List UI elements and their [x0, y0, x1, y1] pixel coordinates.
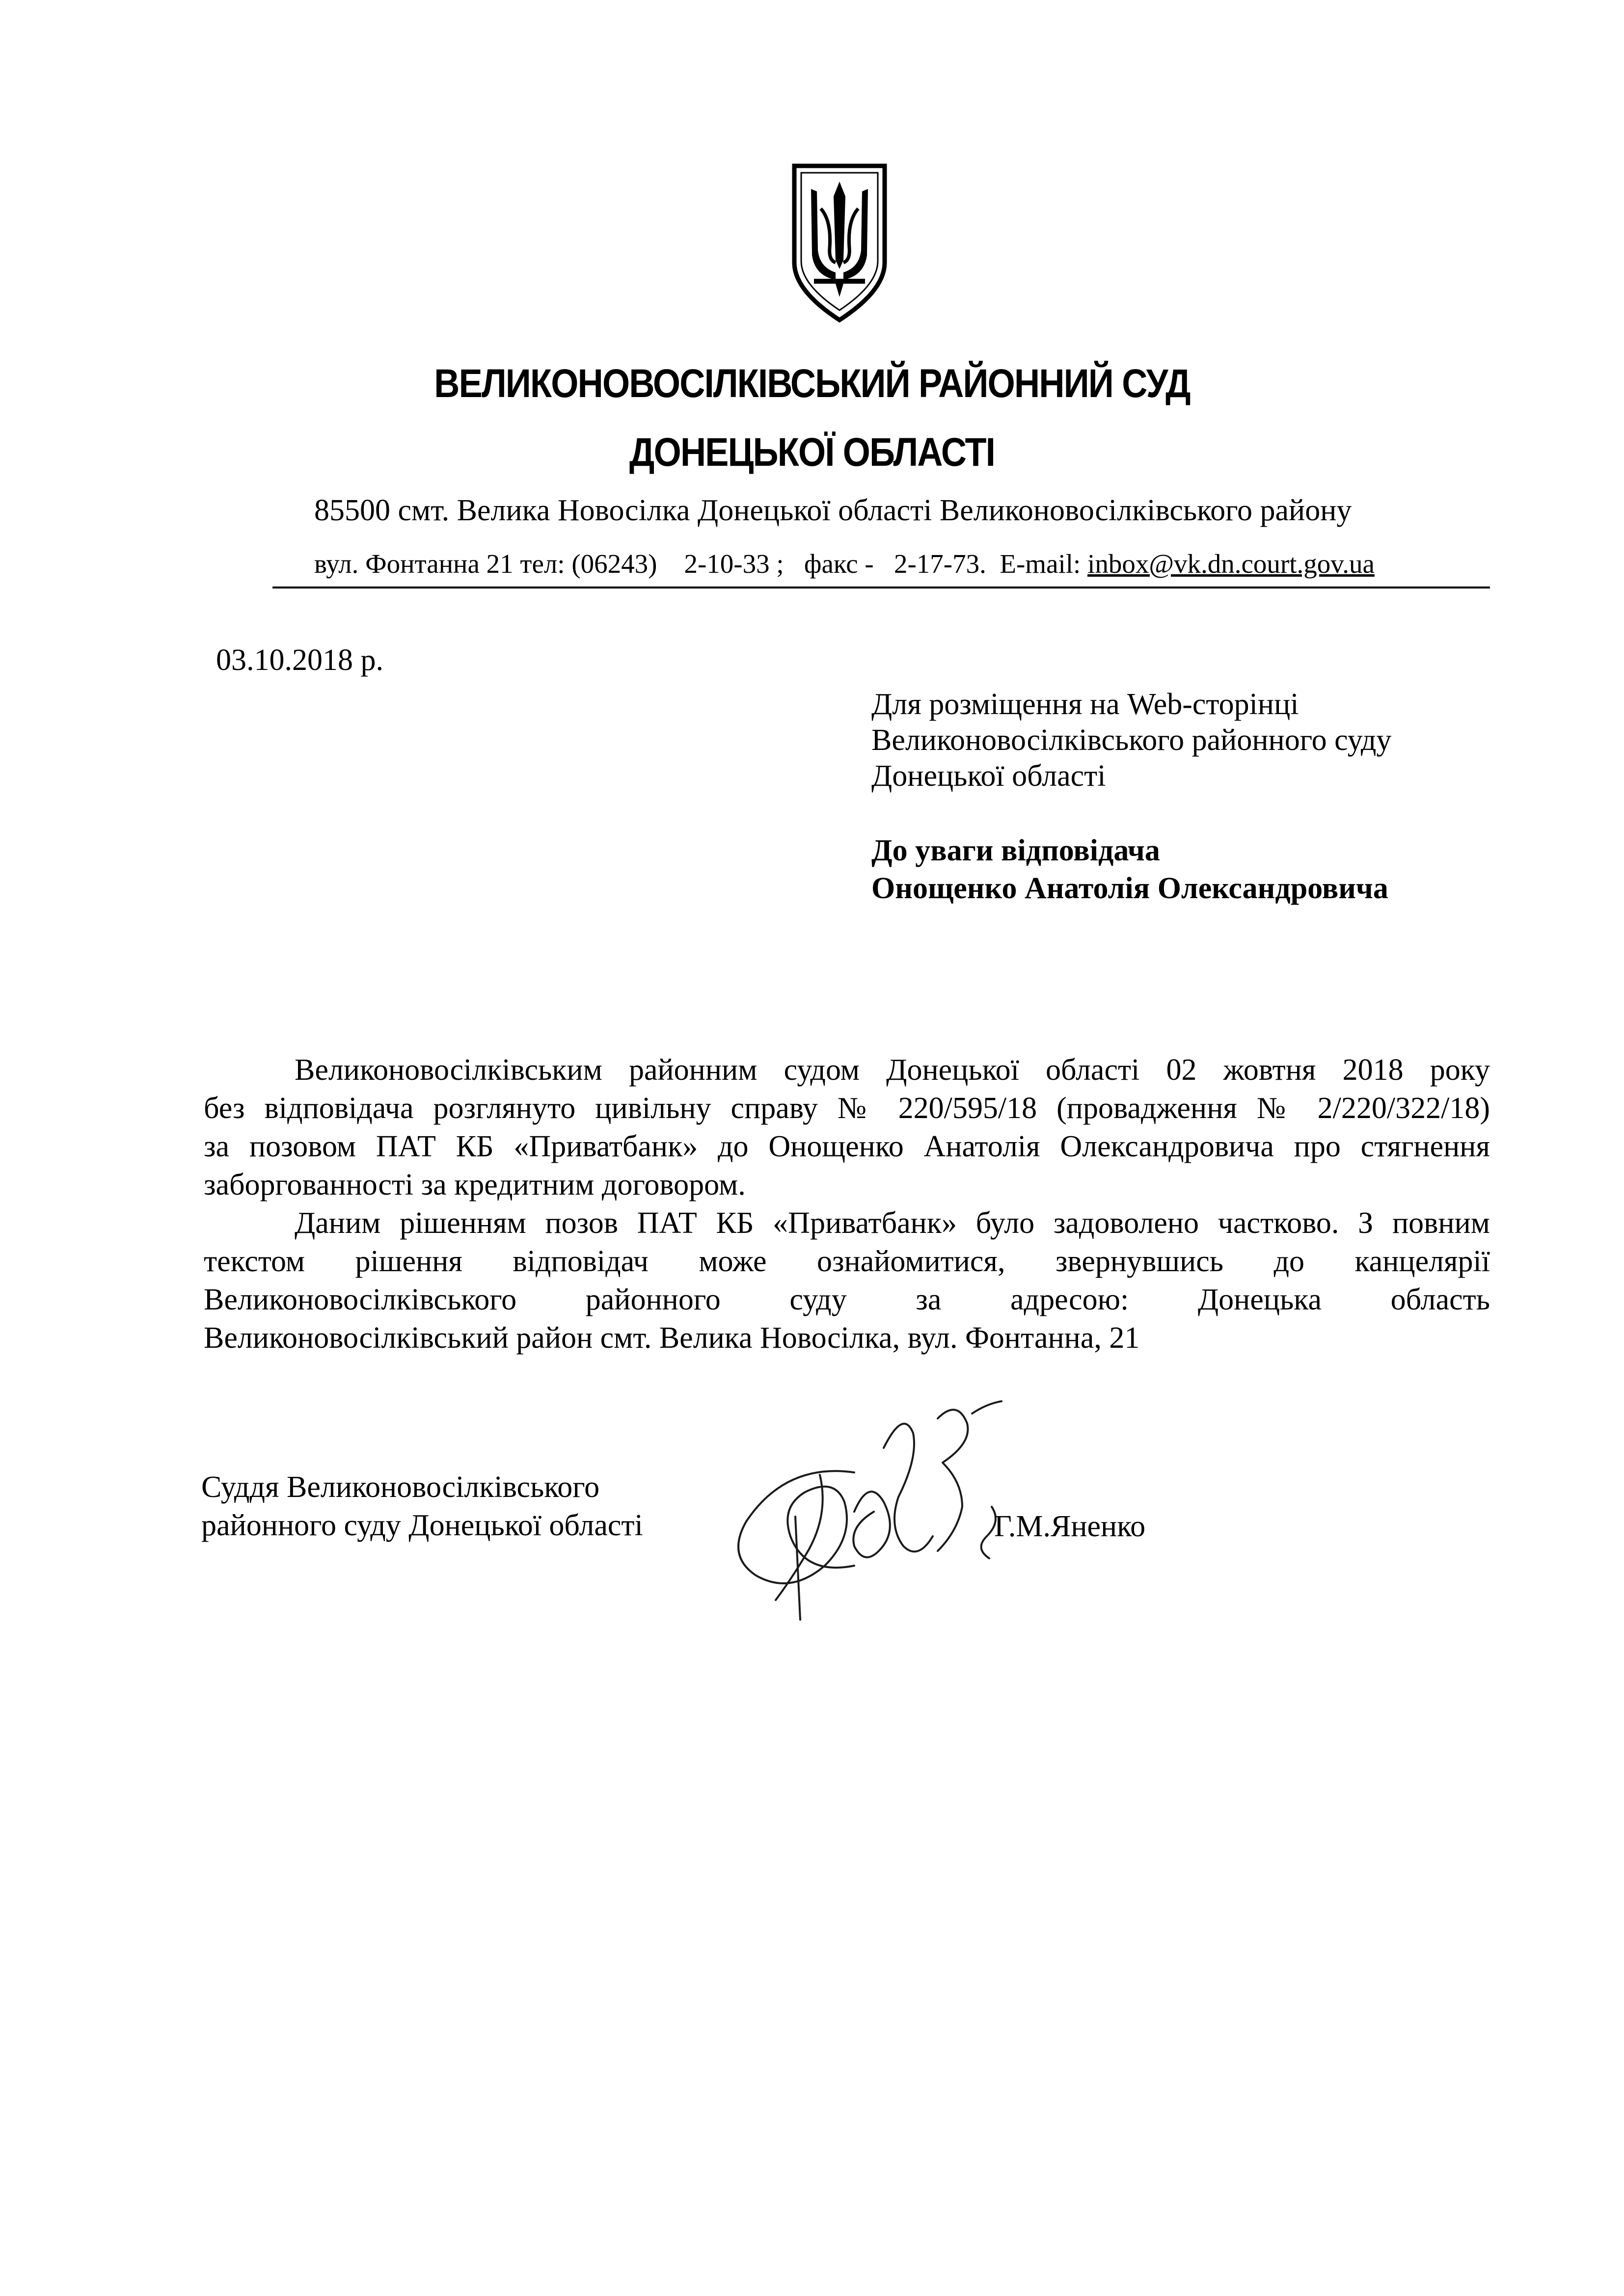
judge-name: Г.М.Яненко: [994, 1510, 1146, 1543]
judge-title-line1: Суддя Великоновосілківського: [201, 1470, 600, 1504]
court-name-line2: ДОНЕЦЬКОЇ ОБЛАСТІ: [629, 430, 995, 475]
paragraph1-line2: без відповідача розглянуто цивільну справу № 220/595/18 (провадження № 2/220/322/18): [204, 1092, 1490, 1125]
judge-title-line2: районного суду Донецької області: [201, 1509, 643, 1542]
paragraph2-line4: Великоновосілківський район смт. Велика Новосілка, вул. Фонтанна, 21: [204, 1321, 1140, 1355]
recipient-line1: Для розміщення на Web-сторінці: [871, 688, 1299, 721]
court-contacts: [314, 548, 1375, 579]
attention-line1: До уваги відповідача: [871, 834, 1160, 867]
court-address: 85500 смт. Велика Новосілка Донецької області Великоновосілківського району: [314, 494, 1352, 527]
handwritten-signature: [707, 1389, 1051, 1625]
court-name-line1: ВЕЛИКОНОВОСІЛКІВСЬКИЙ РАЙОННИЙ СУД: [434, 361, 1190, 406]
court-email-link[interactable]: inbox@vk.dn.court.gov.ua: [1087, 549, 1375, 579]
document-date: 03.10.2018 р.: [216, 643, 383, 677]
paragraph1-line3: за позовом ПАТ КБ «Приватбанк» до Онощенко Анатолія Олександровича про стягнення: [204, 1130, 1490, 1163]
recipient-line2: Великоновосілківського районного суду: [871, 723, 1392, 757]
paragraph2-line2: текстом рішення відповідач може ознайомитися, звернувшись до канцелярії: [204, 1245, 1490, 1278]
paragraph2-line3: Великоновосілківського районного суду за адресою: Донецька область: [204, 1283, 1490, 1316]
paragraph1-line4: заборгованності за кредитним договором.: [204, 1168, 746, 1201]
recipient-line3: Донецької області: [871, 759, 1106, 793]
court-street-phone-fax: вул. Фонтанна 21 тел: (06243) 2-10-33 ; факс - 2-17-73. E-mail:: [314, 549, 1088, 579]
paragraph1-line1: Великоновосілківським районним судом Донецької області 02 жовтня 2018 року: [295, 1053, 1490, 1087]
header-divider: [272, 587, 1490, 588]
defendant-name: Онощенко Анатолія Олександровича: [871, 872, 1388, 905]
coat-of-arms-icon: [790, 162, 889, 324]
paragraph2-line1: Даним рішенням позов ПАТ КБ «Приватбанк» було задоволено частково. З повним: [295, 1206, 1490, 1240]
